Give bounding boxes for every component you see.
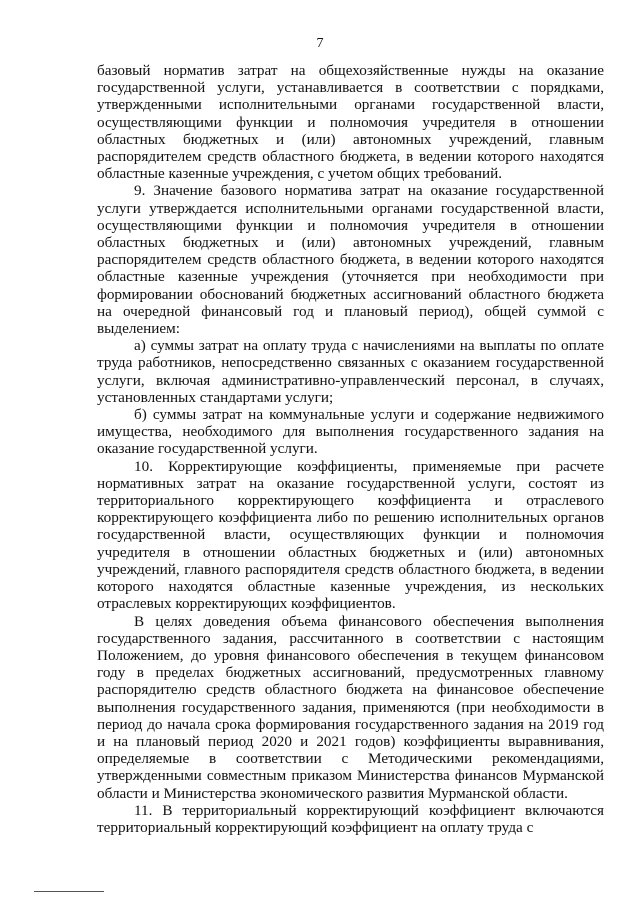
paragraph-subitem-b: б) суммы затрат на коммунальные услуги и содержание недвижимого имущества, необходимого для выполнения государственного задания на оказание государственной услуги. bbox=[97, 406, 604, 458]
paragraph-item-9: 9. Значение базового норматива затрат на оказание государственной услуги утверждается исполнительными органами государственной власти, осуществляющими функции и полномочия учредителя в отношении областных бюджетных и (или) автономных учреждений, главным распорядителем средств областного бюджета, в ведении которого находятся областные казенные учреждения (уточняется при необходимости при формировании обоснований бюджетных ассигнований областного бюджета на очередной финансовый год и плановый период), общей суммой с выделением: bbox=[97, 182, 604, 338]
paragraph-continuation: базовый норматив затрат на общехозяйственные нужды на оказание государственной услуги, устанавливается в соответствии с порядками, утвержденными исполнительными органами государственной власти, осуществляющими функции и полномочия учредителя в отношении областных бюджетных и (или) автономных учреждений, главным распорядителем средств областного бюджета, в ведении которого находятся областные казенные учреждения, с учетом общих требований. bbox=[97, 62, 604, 183]
paragraph-item-11: 11. В территориальный корректирующий коэффициент включаются территориальный корректирующий коэффициент на оплату труда с bbox=[97, 801, 604, 836]
footer-rule bbox=[34, 891, 104, 892]
paragraph-item-10: 10. Корректирующие коэффициенты, применяемые при расчете нормативных затрат на оказание государственной услуги, состоят из территориального корректирующего коэффициента и отраслевого корректирующего коэффициента либо по решению исполнительных органов государственной власти, осуществляющих функции и полномочия учредителя в отношении областных бюджетных и (или) автономных учреждений, главного распорядителя средств областного бюджета, в ведении которого находятся областные казенные учреждения, из нескольких отраслевых корректирующих коэффициентов. bbox=[97, 457, 604, 613]
paragraph-subitem-a: а) суммы затрат на оплату труда с начислениями на выплаты по оплате труда работников, непосредственно связанных с оказанием государственной услуги, включая административно-управленческий персонал, в случаях, установленных стандартами услуги; bbox=[97, 337, 604, 406]
paragraph-alignment-coefficients: В целях доведения объема финансового обеспечения выполнения государственного задания, рассчитанного в соответствии с настоящим Положением, до уровня финансового обеспечения в текущем финансовом году в пределах бюджетных ассигнований, предусмотренных главному распорядителю средств областного бюджета на финансовое обеспечение выполнения государственного задания, применяются (при необходимости в период до начала срока формирования государственного задания на 2019 год и на плановый период 2020 и 2021 годов) коэффициенты выравнивания, определяемые в соответствии с Методическими рекомендациями, утвержденными совместным приказом Министерства финансов Мурманской области и Министерства экономического развития Мурманской области. bbox=[97, 612, 604, 802]
document-body bbox=[97, 62, 604, 836]
page-number: 7 bbox=[316, 36, 324, 51]
